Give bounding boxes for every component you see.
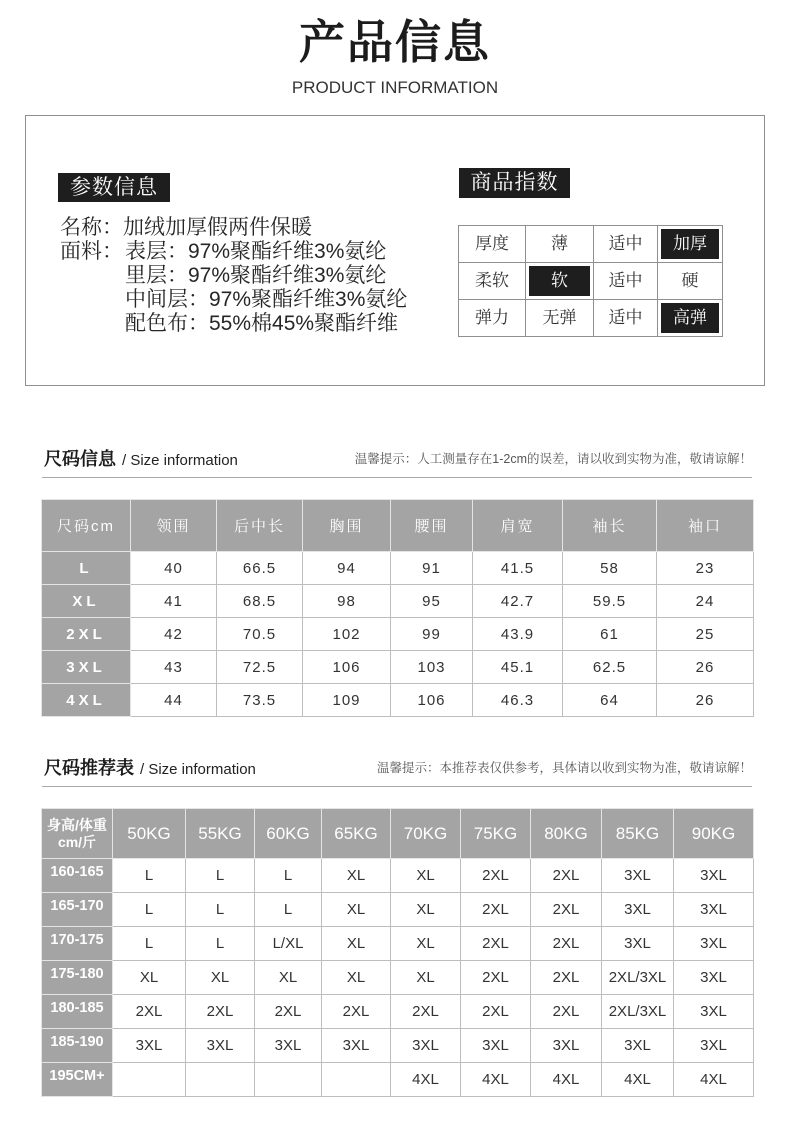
recommend-subtitle: / Size information	[140, 761, 256, 778]
product-index-table	[458, 225, 723, 337]
chest-value: 109	[303, 684, 391, 717]
size-label: 2XL	[42, 618, 131, 651]
shoulder-value: 46.3	[473, 684, 563, 717]
weight-header: 70KG	[391, 809, 461, 859]
waist-value: 103	[391, 651, 473, 684]
sleeve-length-value: 61	[563, 618, 657, 651]
cuff-value: 24	[657, 585, 754, 618]
size-recommendation: 2XL	[113, 995, 186, 1029]
height-range: 165-170	[42, 893, 113, 927]
waist-value: 95	[391, 585, 473, 618]
back-length-value: 68.5	[217, 585, 303, 618]
param-fabric-label: 面料：	[60, 240, 123, 263]
index-attr-label: 厚度	[475, 234, 509, 253]
height-range: 185-190	[42, 1029, 113, 1063]
weight-header: 85KG	[602, 809, 674, 859]
size-recommendation: XL	[391, 893, 461, 927]
index-option	[658, 263, 723, 300]
index-option-label: 适中	[608, 308, 643, 327]
page-title: 产品信息	[299, 16, 491, 68]
index-option	[594, 300, 658, 337]
recommend-row	[42, 859, 754, 893]
shoulder-value: 42.7	[473, 585, 563, 618]
product-info-panel	[25, 115, 765, 386]
index-row-softness	[459, 263, 723, 300]
sleeve-length-value: 58	[563, 552, 657, 585]
index-option	[594, 263, 658, 300]
index-option-label: 薄	[551, 234, 568, 253]
size-recommendation: 2XL	[186, 995, 255, 1029]
size-recommendation: 3XL	[674, 1029, 754, 1063]
size-recommendation: 2XL	[531, 859, 602, 893]
index-option	[526, 263, 594, 300]
height-range: 175-180	[42, 961, 113, 995]
size-recommendation	[255, 1063, 322, 1097]
index-option	[526, 226, 594, 263]
index-attr-label: 弹力	[475, 308, 509, 327]
size-recommendation: 3XL	[674, 893, 754, 927]
size-info-heading	[44, 448, 238, 472]
cuff-value: 26	[657, 651, 754, 684]
weight-header: 55KG	[186, 809, 255, 859]
param-name-label: 名称：	[60, 216, 123, 239]
size-recommendation: 2XL	[461, 859, 531, 893]
back-length-value: 73.5	[217, 684, 303, 717]
size-recommendation: 4XL	[531, 1063, 602, 1097]
size-info-title: 尺码信息	[44, 449, 116, 469]
size-recommendation: L	[113, 893, 186, 927]
index-option	[658, 300, 723, 337]
size-label: XL	[42, 585, 131, 618]
recommend-heading	[44, 757, 256, 781]
index-attr-label: 柔软	[475, 271, 509, 290]
back-length-value: 70.5	[217, 618, 303, 651]
size-recommendation: 2XL	[531, 893, 602, 927]
index-option-label: 硬	[681, 271, 699, 290]
size-recommendation: 4XL	[391, 1063, 461, 1097]
size-recommendation: 2XL	[322, 995, 391, 1029]
size-recommendation: 3XL	[255, 1029, 322, 1063]
size-recommendation: 2XL	[531, 961, 602, 995]
size-label: 4XL	[42, 684, 131, 717]
collar-value: 42	[131, 618, 217, 651]
size-recommendation: 3XL	[461, 1029, 531, 1063]
size-recommendation: 3XL	[674, 995, 754, 1029]
chest-value: 94	[303, 552, 391, 585]
index-option-label: 适中	[608, 234, 643, 253]
size-recommendation: 4XL	[602, 1063, 674, 1097]
back-length-value: 66.5	[217, 552, 303, 585]
size-recommendation	[322, 1063, 391, 1097]
weight-header: 75KG	[461, 809, 531, 859]
size-col-collar: 领围	[131, 500, 217, 552]
fabric-accent-cloth: 配色布：55%棉45%聚酯纤维	[125, 312, 399, 335]
size-recommendation: 3XL	[674, 859, 754, 893]
size-recommendation: L	[186, 859, 255, 893]
size-recommendation: 3XL	[602, 859, 674, 893]
size-col-cuff: 袖口	[657, 500, 754, 552]
size-recommendation: 3XL	[322, 1029, 391, 1063]
size-label: 3XL	[42, 651, 131, 684]
height-range: 195CM+	[42, 1063, 113, 1097]
size-table-header-row	[42, 500, 754, 552]
fabric-lines	[125, 240, 407, 336]
size-recommendation: 3XL	[674, 961, 754, 995]
sleeve-length-value: 59.5	[563, 585, 657, 618]
recommend-row	[42, 1029, 754, 1063]
collar-value: 43	[131, 651, 217, 684]
size-recommendation: 3XL	[391, 1029, 461, 1063]
corner-label-bottom: cm/斤	[57, 833, 97, 850]
size-recommendation: 3XL	[186, 1029, 255, 1063]
size-recommendation: 4XL	[674, 1063, 754, 1097]
size-row	[42, 684, 754, 717]
index-attr-name	[459, 263, 526, 300]
size-info-divider	[42, 477, 752, 478]
size-info-subtitle: / Size information	[122, 452, 238, 469]
sleeve-length-value: 64	[563, 684, 657, 717]
cuff-value: 26	[657, 684, 754, 717]
size-col-size: 尺码cm	[42, 500, 131, 552]
size-info-note: 温馨提示：人工测量存在1-2cm的误差，请以收到实物为准，敬请谅解！	[354, 452, 752, 466]
sleeve-length-value: 62.5	[563, 651, 657, 684]
index-option-label: 适中	[608, 271, 643, 290]
size-recommendation: 4XL	[461, 1063, 531, 1097]
size-row	[42, 585, 754, 618]
chest-value: 106	[303, 651, 391, 684]
index-option-label: 软	[529, 266, 590, 296]
index-row-thickness	[459, 226, 723, 263]
weight-header: 60KG	[255, 809, 322, 859]
size-label: L	[42, 552, 131, 585]
size-recommendation: XL	[391, 859, 461, 893]
back-length-value: 72.5	[217, 651, 303, 684]
size-recommendation: 2XL	[461, 995, 531, 1029]
height-range: 180-185	[42, 995, 113, 1029]
size-recommend-table	[41, 808, 754, 1097]
size-recommendation: 3XL	[602, 893, 674, 927]
size-recommendation: 2XL	[461, 893, 531, 927]
size-recommendation: XL	[186, 961, 255, 995]
weight-header: 65KG	[322, 809, 391, 859]
size-row	[42, 651, 754, 684]
height-range: 170-175	[42, 927, 113, 961]
index-attr-name	[459, 226, 526, 263]
size-recommendation: L	[255, 859, 322, 893]
size-recommendation: XL	[391, 927, 461, 961]
size-recommendation: L	[186, 927, 255, 961]
size-recommendation: L	[113, 859, 186, 893]
recommend-row	[42, 927, 754, 961]
waist-value: 99	[391, 618, 473, 651]
page-subtitle: PRODUCT INFORMATION	[291, 78, 499, 97]
collar-value: 41	[131, 585, 217, 618]
size-col-shoulder: 肩宽	[473, 500, 563, 552]
size-recommendation: L	[186, 893, 255, 927]
collar-value: 44	[131, 684, 217, 717]
size-col-chest: 胸围	[303, 500, 391, 552]
size-recommendation: XL	[322, 893, 391, 927]
param-name-value: 加绒加厚假两件保暖	[123, 216, 312, 239]
size-recommendation: L	[255, 893, 322, 927]
weight-header: 50KG	[113, 809, 186, 859]
shoulder-value: 45.1	[473, 651, 563, 684]
weight-header: 80KG	[531, 809, 602, 859]
size-recommendation: 2XL	[461, 961, 531, 995]
size-recommendation: XL	[322, 859, 391, 893]
fabric-outer-layer: 表层：97%聚酯纤维3%氨纶	[125, 240, 387, 263]
size-recommendation: XL	[322, 961, 391, 995]
recommend-row	[42, 961, 754, 995]
index-option-label: 无弹	[542, 308, 577, 327]
size-recommendation: 2XL	[391, 995, 461, 1029]
index-option	[658, 226, 723, 263]
index-option-label: 加厚	[661, 229, 719, 259]
size-recommendation: XL	[255, 961, 322, 995]
waist-value: 106	[391, 684, 473, 717]
size-recommendation: 3XL	[674, 927, 754, 961]
index-row-elasticity	[459, 300, 723, 337]
cuff-value: 25	[657, 618, 754, 651]
size-recommendation: 2XL	[531, 995, 602, 1029]
size-row	[42, 552, 754, 585]
size-col-back-length: 后中长	[217, 500, 303, 552]
size-recommendation: 3XL	[531, 1029, 602, 1063]
shoulder-value: 43.9	[473, 618, 563, 651]
recommend-header-row	[42, 809, 754, 859]
size-recommendation: 2XL/3XL	[602, 961, 674, 995]
size-recommendation: 2XL	[461, 927, 531, 961]
shoulder-value: 41.5	[473, 552, 563, 585]
recommend-row	[42, 1063, 754, 1097]
corner-label-top: 身高/体重	[47, 816, 107, 833]
size-recommendation	[186, 1063, 255, 1097]
size-recommendation: 3XL	[602, 1029, 674, 1063]
param-name-row	[60, 216, 450, 240]
size-table	[41, 499, 754, 717]
param-fabric-row	[60, 240, 450, 336]
weight-header: 90KG	[674, 809, 754, 859]
index-option	[594, 226, 658, 263]
size-recommendation	[113, 1063, 186, 1097]
cuff-value: 23	[657, 552, 754, 585]
chest-value: 98	[303, 585, 391, 618]
waist-value: 91	[391, 552, 473, 585]
size-recommendation: XL	[322, 927, 391, 961]
size-recommendation: 2XL/3XL	[602, 995, 674, 1029]
height-range: 160-165	[42, 859, 113, 893]
size-row	[42, 618, 754, 651]
recommend-note: 温馨提示：本推荐表仅供参考，具体请以收到实物为准，敬请谅解！	[376, 761, 752, 775]
size-recommendation: 2XL	[255, 995, 322, 1029]
recommend-divider	[42, 786, 752, 787]
recommend-row	[42, 893, 754, 927]
index-attr-name	[459, 300, 526, 337]
index-tag: 商品指数	[459, 168, 570, 198]
recommend-title: 尺码推荐表	[44, 758, 134, 778]
chest-value: 102	[303, 618, 391, 651]
index-option	[526, 300, 594, 337]
size-col-waist: 腰围	[391, 500, 473, 552]
index-option-label: 高弹	[661, 303, 719, 333]
recommend-row	[42, 995, 754, 1029]
height-weight-corner	[42, 809, 113, 859]
size-recommendation: XL	[391, 961, 461, 995]
params-list	[60, 216, 450, 336]
size-recommendation: 3XL	[113, 1029, 186, 1063]
fabric-inner-layer: 里层：97%聚酯纤维3%氨纶	[125, 264, 387, 287]
size-recommendation: L	[113, 927, 186, 961]
params-tag: 参数信息	[58, 173, 170, 202]
collar-value: 40	[131, 552, 217, 585]
size-recommendation: XL	[113, 961, 186, 995]
fabric-middle-layer: 中间层：97%聚酯纤维3%氨纶	[125, 288, 408, 311]
size-recommendation: 2XL	[531, 927, 602, 961]
size-recommendation: 3XL	[602, 927, 674, 961]
size-recommendation: L/XL	[255, 927, 322, 961]
size-col-sleeve-length: 袖长	[563, 500, 657, 552]
